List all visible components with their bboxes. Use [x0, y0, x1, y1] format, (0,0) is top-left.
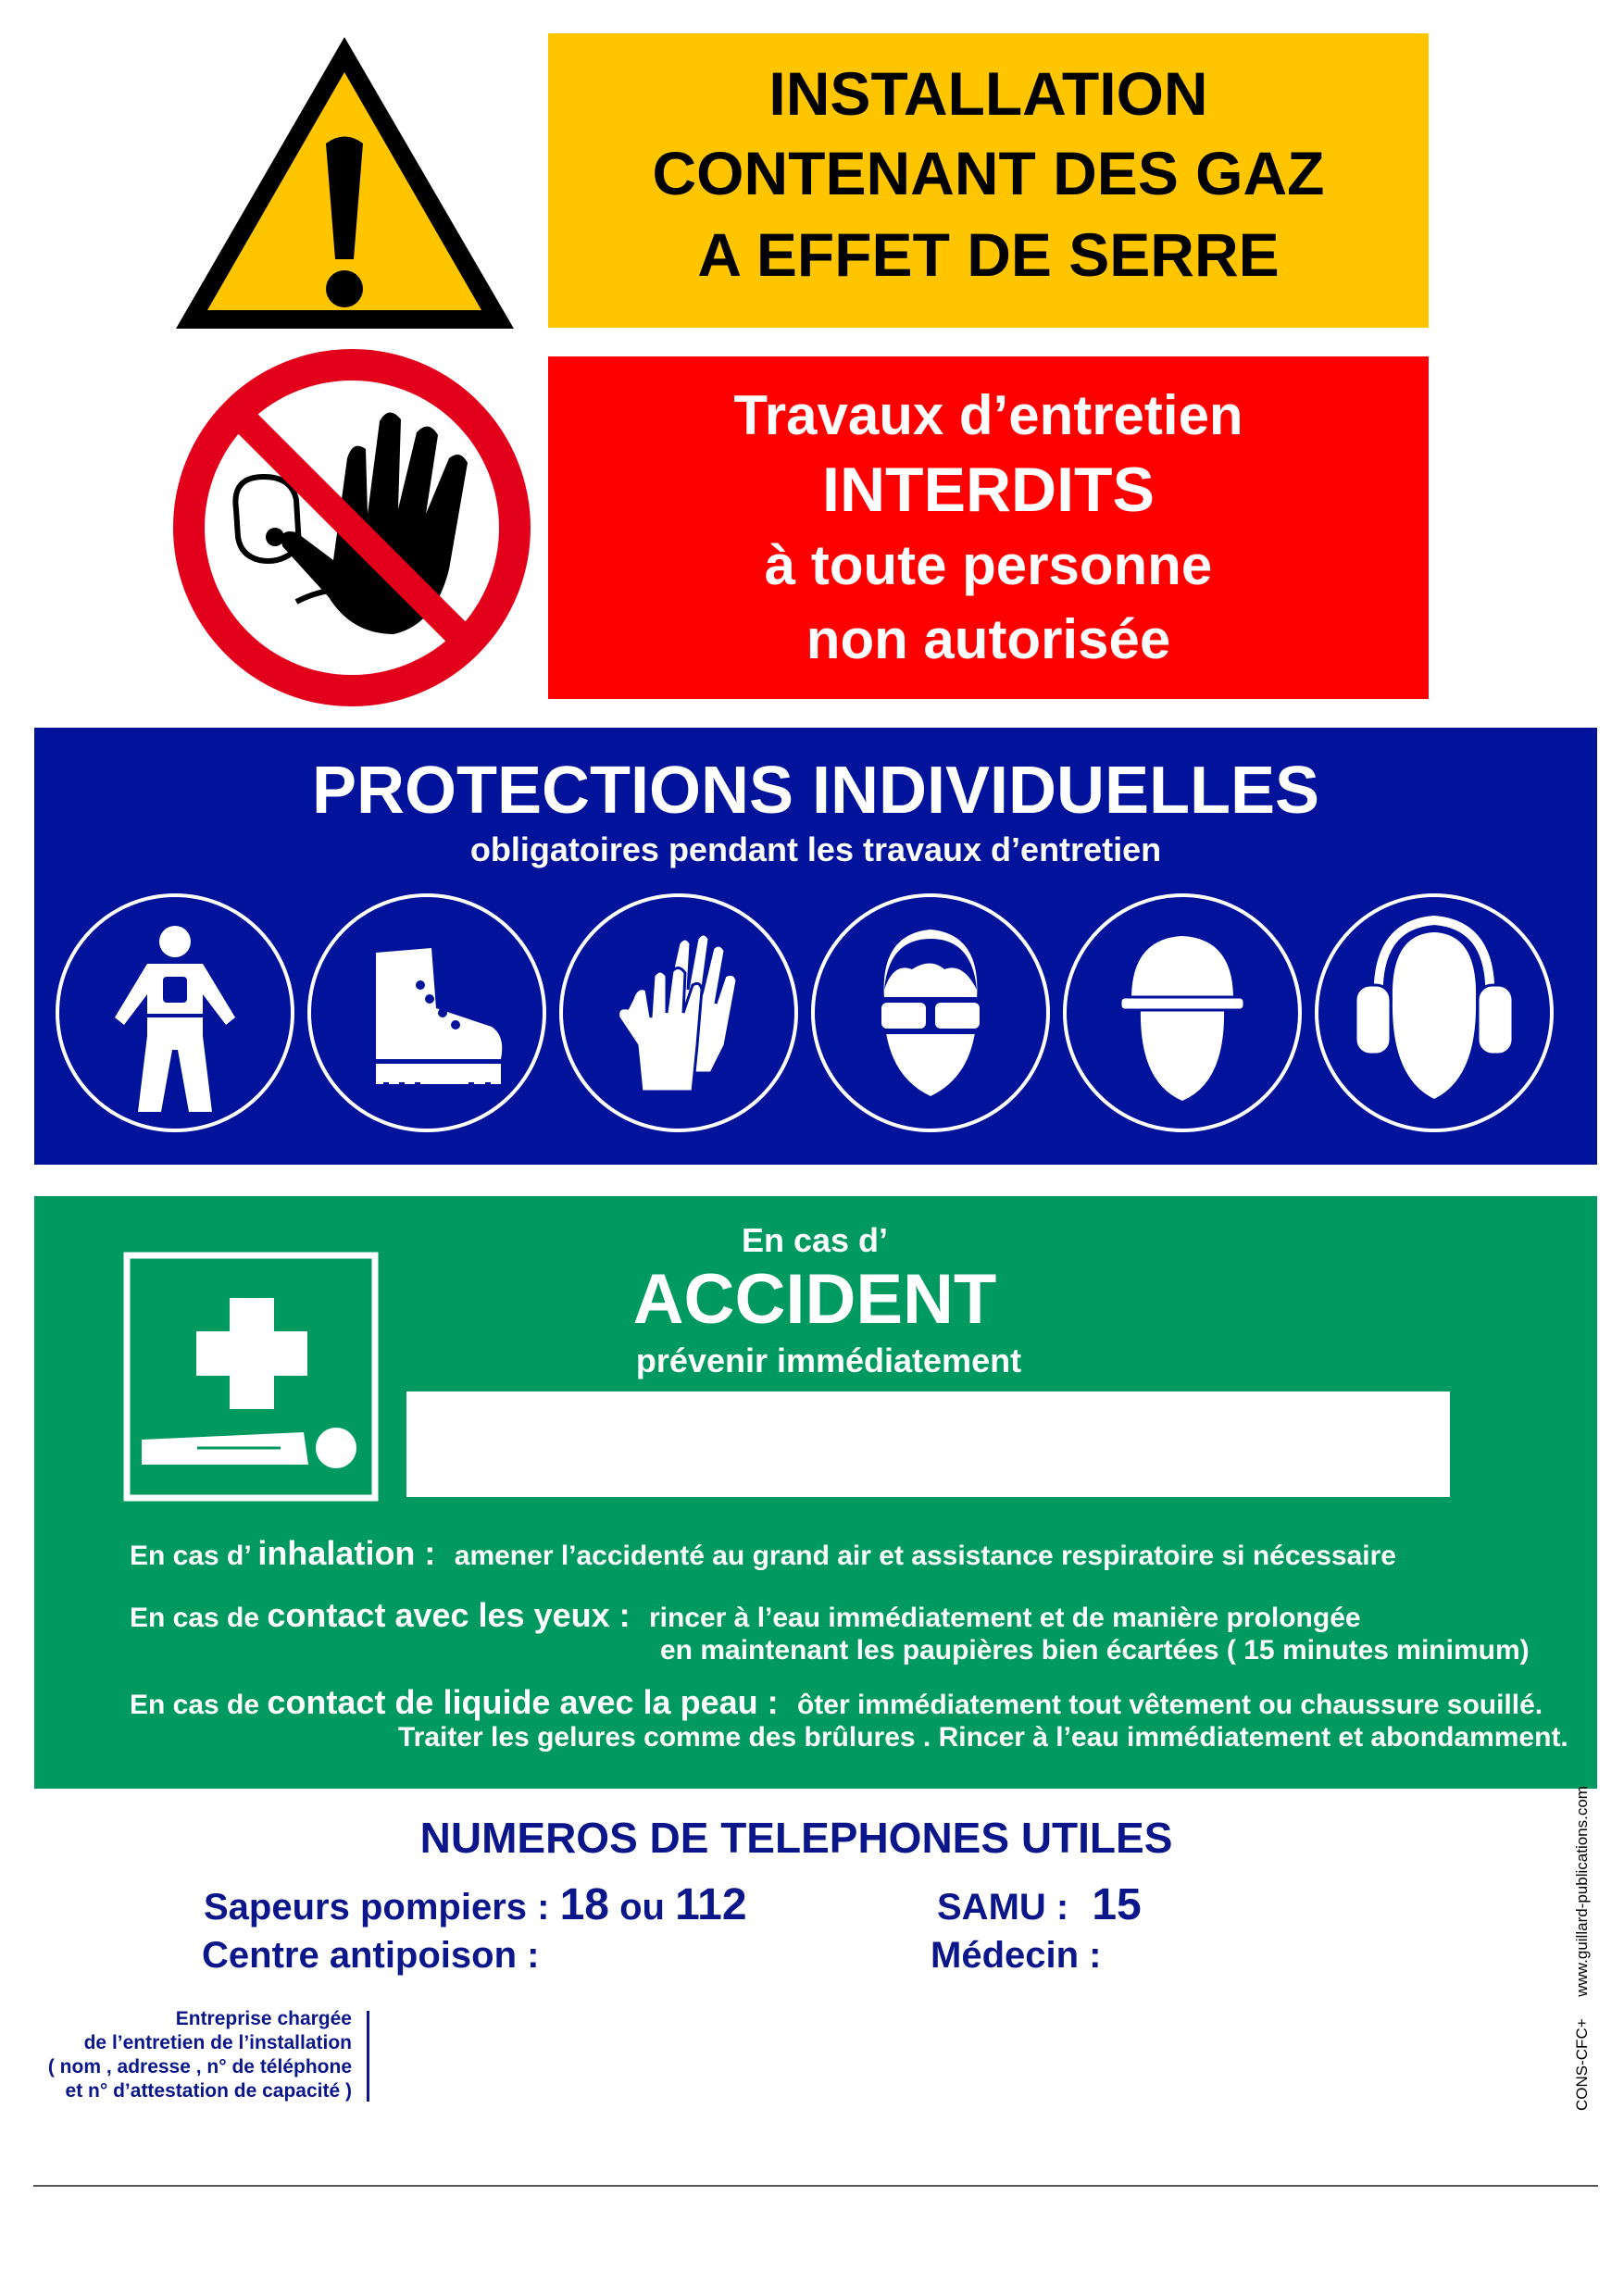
- protections-subtitle: obligatoires pendant les travaux d’entretien: [469, 830, 1162, 868]
- publisher-side-text: CONS-CFC+ www.guillard-publications.com: [1573, 1786, 1591, 2111]
- company-divider: [367, 2011, 369, 2102]
- skin-text-1: ôter immédiatement tout vêtement ou chaussure souillé.: [796, 1690, 1543, 1720]
- accident-prompt: prévenir immédiatement: [635, 1341, 1022, 1379]
- eyes-row: [130, 1596, 1361, 1634]
- protections-title: PROTECTIONS INDIVIDUELLES: [311, 754, 1320, 828]
- samu-row: [937, 1880, 1142, 1929]
- skin-row: [130, 1683, 1543, 1721]
- emergency-contact-field[interactable]: [406, 1391, 1450, 1497]
- warning-panel: [548, 33, 1429, 328]
- prohibition-line-3: à toute personne: [764, 534, 1213, 596]
- prohibition-line-2: INTERDITS: [822, 455, 1155, 525]
- company-note: [19, 2007, 352, 2103]
- firefighters-number-2: 112: [675, 1880, 747, 1929]
- doctor-label: Médecin :: [931, 1935, 1102, 1976]
- company-line-1: Entreprise chargée: [175, 2008, 352, 2029]
- samu-label: SAMU :: [937, 1887, 1069, 1928]
- company-line-4: et n° d’attestation de capacité ): [65, 2080, 352, 2102]
- body-suit-icon: [56, 893, 294, 1132]
- company-line-2: de l’entretien de l’installation: [83, 2032, 352, 2053]
- eyes-label: contact avec les yeux :: [267, 1596, 631, 1634]
- inhalation-row: [130, 1534, 1396, 1572]
- bottom-divider: [33, 2185, 1598, 2187]
- firefighters-or: ou: [619, 1887, 665, 1928]
- first-aid-icon: [123, 1252, 379, 1502]
- eyes-text-2: en maintenant les paupières bien écartées ( 15 minutes minimum): [660, 1635, 1530, 1666]
- prohibition-line-1: Travaux d’entretien: [733, 384, 1243, 446]
- skin-label: contact de liquide avec la peau :: [267, 1683, 779, 1721]
- eyes-text-1: rincer à l’eau immédiatement et de manière prolongée: [648, 1603, 1361, 1633]
- accident-intro: En cas d’: [741, 1221, 889, 1259]
- warning-line-3: A EFFET DE SERRE: [697, 220, 1280, 289]
- prohibition-panel: [548, 356, 1429, 699]
- gloves-icon: [559, 893, 798, 1132]
- safety-boot-icon: [307, 893, 546, 1132]
- samu-number: 15: [1092, 1880, 1142, 1929]
- eyes-prefix: En cas de: [130, 1603, 260, 1633]
- company-line-3: ( nom , adresse , n° de téléphone: [47, 2056, 352, 2078]
- inhalation-text: amener l’accidenté au grand air et assistance respiratoire si nécessaire: [454, 1541, 1396, 1571]
- warning-triangle-icon: [167, 28, 523, 338]
- warning-line-2: CONTENANT DES GAZ: [652, 139, 1325, 207]
- phones-title: NUMEROS DE TELEPHONES UTILES: [419, 1814, 1173, 1862]
- ear-protection-icon: [1315, 893, 1554, 1132]
- skin-prefix: En cas de: [130, 1690, 260, 1720]
- firefighters-label: Sapeurs pompiers :: [204, 1887, 550, 1928]
- prohibition-line-4: non autorisée: [806, 608, 1171, 670]
- no-entry-hand-icon: [171, 347, 532, 708]
- firefighters-row: [204, 1880, 747, 1929]
- warning-line-1: INSTALLATION: [768, 59, 1208, 128]
- safety-goggles-icon: [811, 893, 1050, 1132]
- helmet-icon: [1063, 893, 1302, 1132]
- firefighters-number-1: 18: [559, 1880, 609, 1929]
- poison-center-label: Centre antipoison :: [202, 1935, 540, 1976]
- inhalation-label: inhalation :: [257, 1534, 436, 1572]
- accident-title: ACCIDENT: [632, 1260, 997, 1339]
- skin-text-2: Traiter les gelures comme des brûlures . Rincer à l’eau immédiatement et abondamment.: [398, 1722, 1568, 1753]
- inhalation-prefix: En cas d’: [130, 1541, 251, 1571]
